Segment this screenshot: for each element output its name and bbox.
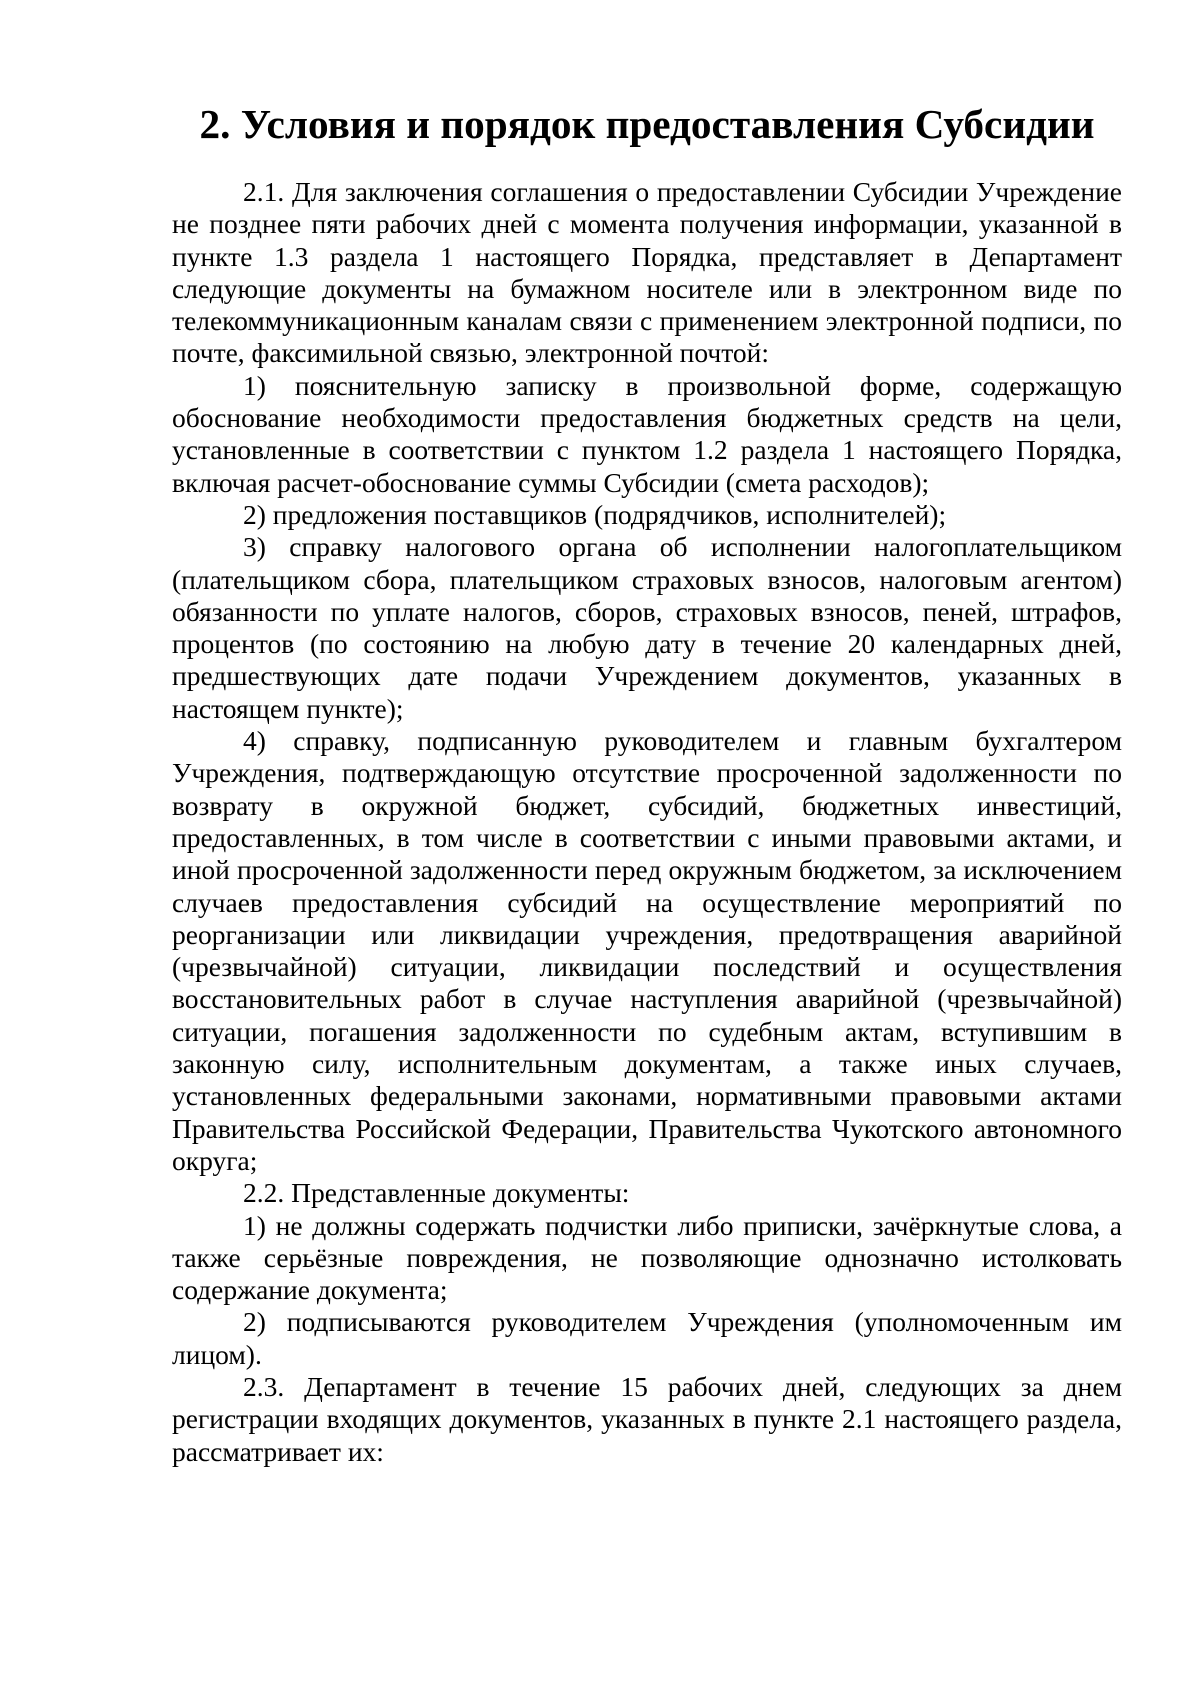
paragraph-2-1: 2.1. Для заключения соглашения о предоставлении Субсидии Учреждение не позднее пяти рабочих дней с момента получения информации, указанной в пункте 1.3 раздела 1 настоящего Порядка, представляет в Департамент следующие документы на бумажном носителе или в электронном виде по телекоммуникационным каналам связи с применением электронной подписи, по почте, факсимильной связью, электронной почтой: [172, 176, 1122, 369]
list-item-2-2-1: 1) не должны содержать подчистки либо приписки, зачёркнутые слова, а также серьёзные повреждения, не позволяющие однозначно истолковать содержание документа; [172, 1209, 1122, 1306]
list-item-2-1-3: 3) справку налогового органа об исполнении налогоплательщиком (плательщиком сбора, плательщиком страховых взносов, налоговым агентом) обязанности по уплате налогов, сборов, страховых взносов, пеней, штрафов, процентов (по состоянию на любую дату в течение 20 календарных дней, предшествующих дате подачи Учреждением документов, указанных в настоящем пункте); [172, 531, 1122, 724]
document-page [172, 101, 1122, 1468]
list-item-2-1-2: 2) предложения поставщиков (подрядчиков, исполнителей); [243, 498, 947, 530]
paragraph-2-3: 2.3. Департамент в течение 15 рабочих дней, следующих за днем регистрации входящих документов, указанных в пункте 2.1 настоящего раздела, рассматривает их: [172, 1370, 1122, 1467]
section-title: 2. Условия и порядок предоставления Субсидии [199, 101, 1095, 147]
paragraph-2-2: 2.2. Представленные документы: [243, 1177, 630, 1209]
list-item-2-2-2: 2) подписываются руководителем Учреждения (уполномоченным им лицом). [172, 1306, 1122, 1370]
list-item-2-1-4: 4) справку, подписанную руководителем и главным бухгалтером Учреждения, подтверждающую отсутствие просроченной задолженности по возврату в окружной бюджет, субсидий, бюджетных инвестиций, предоставленных, в том числе в соответствии с иными правовыми актами, и иной просроченной задолженности перед окружным бюджетом, за исключением случаев предоставления субсидий на осуществление мероприятий по реорганизации или ликвидации учреждения, предотвращения аварийной (чрезвычайной) ситуации, ликвидации последствий и осуществления восстановительных работ в случае наступления аварийной (чрезвычайной) ситуации, погашения задолженности по судебным актам, вступившим в законную силу, исполнительным документам, а также иных случаев, установленных федеральными законами, нормативными правовыми актами Правительства Российской Федерации, Правительства Чукотского автономного округа; [172, 725, 1122, 1176]
list-item-2-1-1: 1) пояснительную записку в произвольной форме, содержащую обоснование необходимости предоставления бюджетных средств на цели, установленные в соответствии с пунктом 1.2 раздела 1 настоящего Порядка, включая расчет-обоснование суммы Субсидии (смета расходов); [172, 369, 1122, 498]
